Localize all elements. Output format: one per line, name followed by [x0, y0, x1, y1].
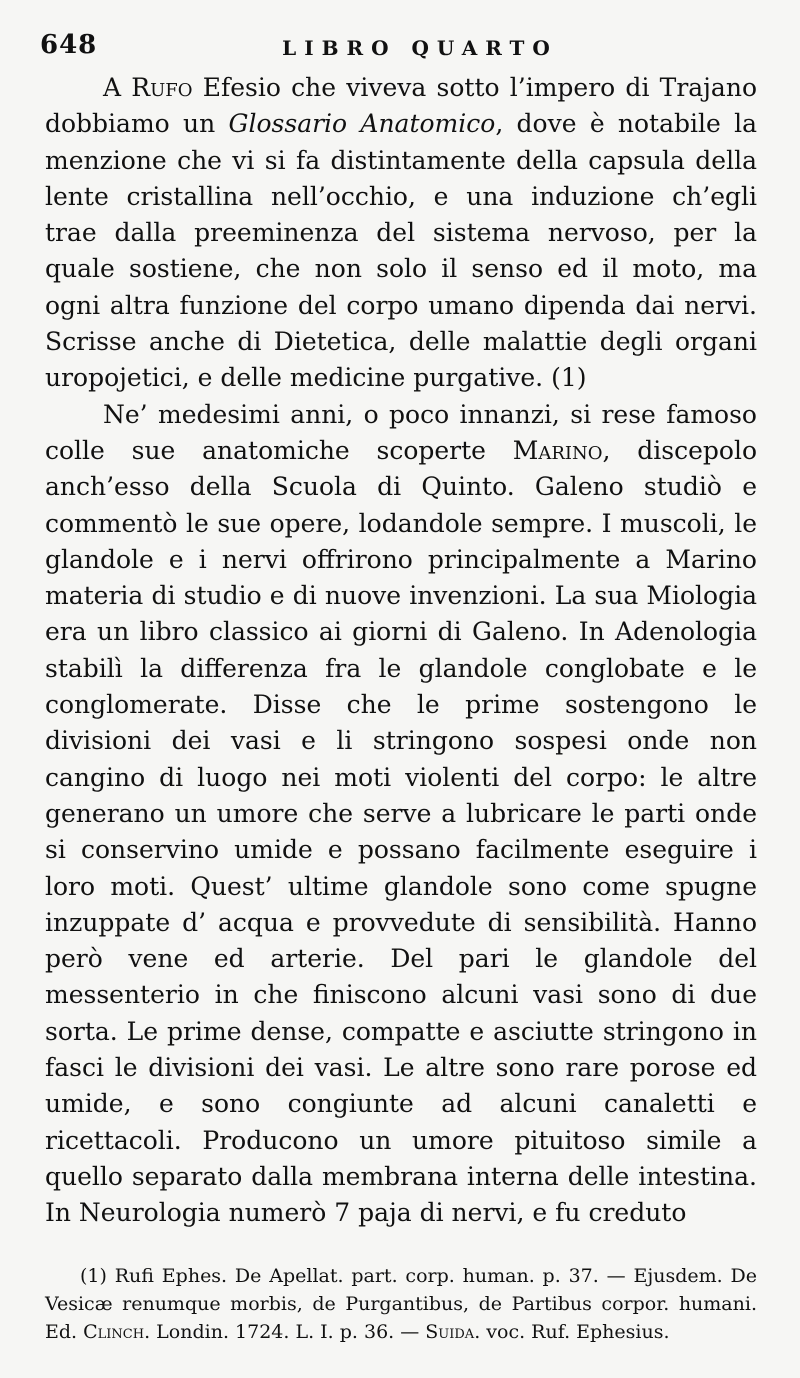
footnote-text: . voc. Ruf. Ephesius. [474, 1321, 670, 1343]
main-text [45, 70, 757, 1232]
paragraph-text: , dove è notabile la menzione che vi si fa distintamente della capsula della lente cristallina nell’occhio, e una induzione ch’egli trae dalla preeminenza del sistema nervoso, per la quale sostiene, che non solo il senso ed il moto, ma ogni altra funzione del corpo umano dipenda dai nervi. Scrisse anche di Dietetica, delle malattie degli organi uropojetici, e delle medicine purgative. (1) [45, 109, 757, 393]
page-header [40, 30, 760, 66]
rufo-name: Rufo [131, 73, 193, 102]
glossario-title: Glossario Anatomico [228, 109, 496, 139]
paragraph-marino [45, 397, 757, 1232]
footnote-clinch: Clinch [83, 1321, 145, 1343]
running-head: LIBRO QUARTO [282, 36, 558, 60]
footnotes [45, 1262, 757, 1346]
footnote-text: . Londin. 1724. L. I. p. 36. — [144, 1321, 426, 1343]
footnote-1 [45, 1262, 757, 1346]
footnote-suida: Suida [425, 1321, 475, 1343]
footnote-text: (1) Rufi Ephes. De Apellat. part. corp. human. p. 37. — Ejusdem. De Vesicæ renumque morbis, de Purgantibus, de Partibus corpor. humani. Ed. [45, 1265, 757, 1343]
paragraph-rufo [45, 70, 757, 397]
marino-name: Marino [512, 435, 603, 465]
paragraph-text: , discepolo anch’esso della Scuola di Quinto. Galeno studiò e commentò le sue opere, lodandole sempre. I muscoli, le glandole e i nervi offrirono principalmente a Marino materia di studio e di nuove invenzioni. La sua Miologia era un libro classico ai giorni di Galeno. In Adenologia stabilì la differenza fra le glandole conglobate e le conglomerate. Disse che le prime sostengono le divisioni dei vasi e li stringono sospesi onde non cangino di luogo nei moti violenti del corpo: le altre generano un umore che serve a lubricare le parti onde si conservino umide e possano facilmente eseguire i loro moti. Quest’ ultime glandole sono come spugne inzuppate d’ acqua e provvedute di sensibilità. Hanno però vene ed arterie. Del pari le glandole del messenterio in che finiscono alcuni vasi sono di due sorta. Le prime dense, compatte e asciutte stringono in fasci le divisioni dei vasi. Le altre sono rare porose ed umide, e sono congiunte ad alcuni canaletti e ricettacoli. Producono un umore pituitoso simile a quello separato dalla membrana interna delle intestina. In Neurologia numerò 7 paja di nervi, e fu creduto [45, 435, 757, 1228]
paragraph-text: Efesio che viveva sotto l’impero di Trajano dobbiamo un [45, 73, 757, 139]
rufo-initial: A [103, 73, 132, 102]
paragraph-text: Ne’ medesimi anni, o poco innanzi, si rese famoso colle sue anatomiche scoperte [45, 399, 757, 465]
page-number: 648 [40, 30, 98, 60]
